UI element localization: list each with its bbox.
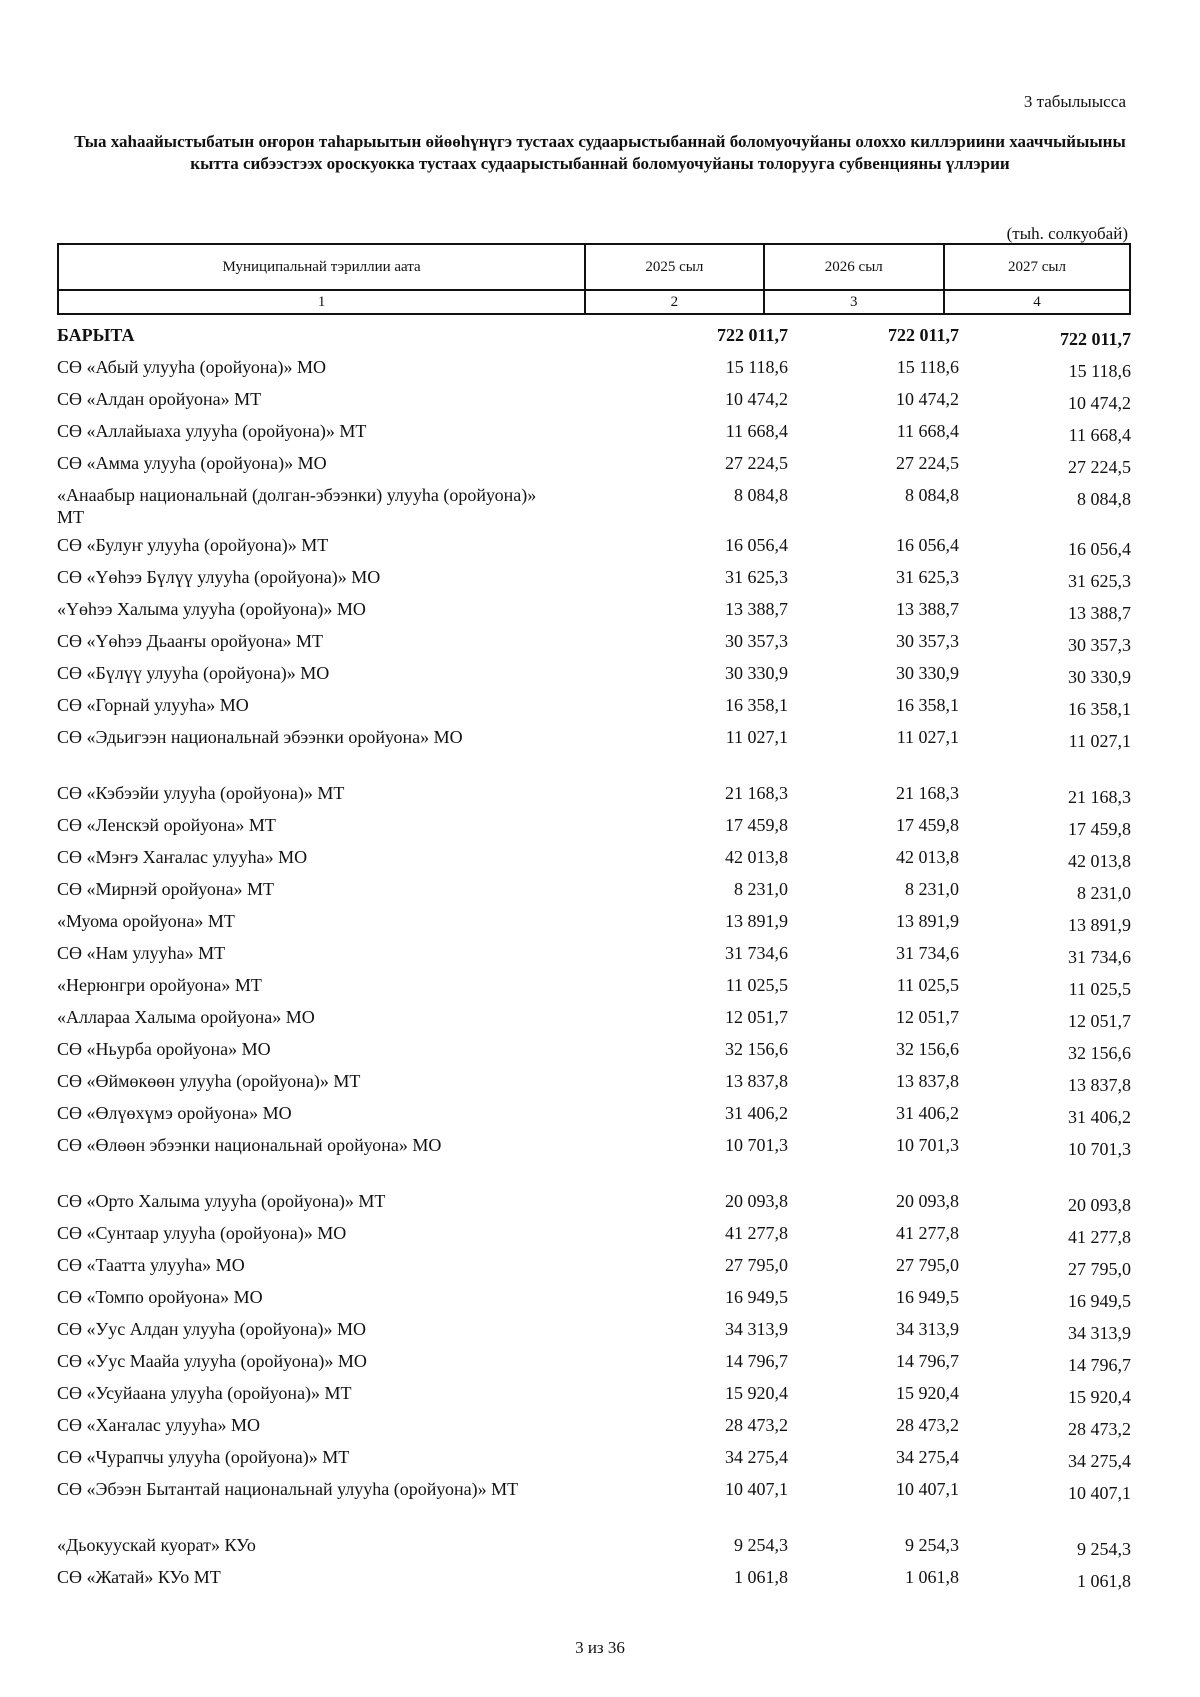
value-2026: 16 358,1 (896, 695, 960, 715)
value-2025: 34 313,9 (725, 1319, 789, 1339)
value-2026: 13 388,7 (896, 599, 960, 619)
value-2025: 11 668,4 (725, 421, 789, 441)
municipality-name: «Муома оройуона» МТ (57, 911, 235, 931)
value-2026: 11 027,1 (896, 727, 960, 747)
value-2026: 11 668,4 (896, 421, 960, 441)
value-2027: 16 056,4 (1068, 539, 1131, 559)
value-2025: 9 254,3 (734, 1535, 789, 1555)
value-2027: 42 013,8 (1068, 851, 1131, 871)
municipality-name: СӨ «Томпо оройуона» МО (57, 1287, 263, 1307)
value-2026: 41 277,8 (896, 1223, 960, 1243)
municipality-name: СӨ «Абый улууһа (оройуона)» МО (57, 357, 326, 377)
value-2027: 34 313,9 (1068, 1323, 1131, 1343)
total-row (57, 324, 1131, 356)
value-2025: 10 407,1 (725, 1479, 789, 1499)
column-number: 1 (58, 290, 585, 314)
municipality-name: СӨ «Эдьигээн национальнай эбээнки оройуона» МО (57, 727, 463, 747)
municipality-name: СӨ «Өймөкөөн улууһа (оройуона)» МТ (57, 1071, 361, 1091)
value-2027: 10 701,3 (1068, 1139, 1131, 1159)
header-name: Муниципальнай тэриллии аата (58, 244, 585, 290)
municipality-name: СӨ «Эбээн Бытантай национальнай улууһа (оройуона)» МТ (57, 1479, 519, 1499)
page-number: 3 из 36 (575, 1638, 625, 1657)
value-2026: 34 313,9 (896, 1319, 960, 1339)
value-2025: 13 388,7 (725, 599, 789, 619)
value-2026: 28 473,2 (896, 1415, 960, 1435)
table-row (57, 1038, 1131, 1070)
value-2025: 31 734,6 (725, 943, 789, 963)
unit-note: (тыһ. солкуобай) (1006, 224, 1128, 243)
value-2026: 42 013,8 (896, 847, 960, 867)
value-2026: 16 056,4 (896, 535, 960, 555)
value-2026: 13 891,9 (896, 911, 960, 931)
municipality-name: СӨ «Өлүөхүмэ оройуона» МО (57, 1103, 292, 1123)
appendix-label: 3 табылыысса (1023, 92, 1126, 111)
table-row (57, 782, 1131, 814)
value-2027: 1 061,8 (1077, 1571, 1131, 1591)
municipality-name: «Аллараа Халыма оройуона» МО (57, 1007, 315, 1027)
value-2025: 15 118,6 (725, 357, 789, 377)
municipality-name: СӨ «Өлөөн эбээнки национальнай оройуона» МО (57, 1135, 442, 1155)
value-2027: 15 920,4 (1068, 1387, 1131, 1407)
table-row (57, 1286, 1131, 1318)
value-2026: 1 061,8 (905, 1567, 960, 1587)
municipality-name: СӨ «Уус Маайа улууһа (оройуона)» МО (57, 1351, 367, 1371)
value-2026: 31 734,6 (896, 943, 960, 963)
value-2025: 10 701,3 (725, 1135, 789, 1155)
value-2026: 9 254,3 (905, 1535, 960, 1555)
municipality-name: СӨ «Мэҥэ Хаҥалас улууһа» МО (57, 847, 308, 867)
table-row (57, 630, 1131, 662)
header-row (58, 244, 1130, 290)
table-row (57, 1446, 1131, 1478)
value-2025: 16 949,5 (725, 1287, 789, 1307)
table-row (57, 1350, 1131, 1382)
value-2025: 14 796,7 (725, 1351, 789, 1371)
header-2027: 2027 сыл (944, 244, 1130, 290)
municipality-name: СӨ «Аллайыаха улууһа (оройуона)» МТ (57, 421, 367, 441)
value-2027: 10 407,1 (1068, 1483, 1131, 1503)
value-2027: 13 837,8 (1068, 1075, 1131, 1095)
value-2025: 13 891,9 (725, 911, 789, 931)
municipality-name: СӨ «Таатта улууһа» МО (57, 1255, 245, 1275)
table-row (57, 598, 1131, 630)
value-2027: 31 406,2 (1068, 1107, 1131, 1127)
table-row (57, 1566, 1131, 1598)
value-2026: 8 084,8 (905, 485, 960, 505)
table-row (57, 452, 1131, 484)
value-2027: 21 168,3 (1068, 787, 1131, 807)
value-2026: 10 474,2 (896, 389, 960, 409)
municipality-name: СӨ «Сунтаар улууһа (оройуона)» МО (57, 1223, 347, 1243)
value-2025: 12 051,7 (725, 1007, 789, 1027)
value-2025: 31 406,2 (725, 1103, 789, 1123)
value-2027: 13 891,9 (1068, 915, 1131, 935)
table-row (57, 1134, 1131, 1166)
value-2025: 41 277,8 (725, 1223, 789, 1243)
table-row (57, 1382, 1131, 1414)
total-2025: 722 011,7 (717, 325, 789, 345)
value-2027: 11 668,4 (1068, 425, 1131, 445)
table-row (57, 910, 1131, 942)
table-body (57, 324, 1131, 1598)
municipality-name: СӨ «Бүлүү улууһа (оройуона)» МО (57, 663, 330, 683)
value-2027: 34 275,4 (1068, 1451, 1131, 1471)
column-number-row (58, 290, 1130, 314)
value-2027: 14 796,7 (1068, 1355, 1131, 1375)
table-row (57, 1006, 1131, 1038)
table-row (57, 1414, 1131, 1446)
municipality-name: СӨ «Чурапчы улууһа (оройуона)» МТ (57, 1447, 350, 1467)
municipality-name: СӨ «Мирнэй оройуона» МТ (57, 879, 274, 899)
value-2025: 34 275,4 (725, 1447, 789, 1467)
value-2027: 17 459,8 (1068, 819, 1131, 839)
table-row (57, 974, 1131, 1006)
value-2027: 30 357,3 (1068, 635, 1131, 655)
municipality-name: СӨ «Үөһээ Бүлүү улууһа (оройуона)» МО (57, 567, 381, 587)
value-2027: 27 795,0 (1068, 1259, 1131, 1279)
municipality-name: СӨ «Горнай улууһа» МО (57, 695, 249, 715)
value-2027: 30 330,9 (1068, 667, 1131, 687)
column-number: 4 (944, 290, 1130, 314)
table-row (57, 1478, 1131, 1510)
table-header (57, 243, 1131, 315)
value-2026: 30 330,9 (896, 663, 960, 683)
table-row (57, 942, 1131, 974)
value-2027: 15 118,6 (1068, 361, 1131, 381)
value-2025: 8 231,0 (734, 879, 789, 899)
value-2025: 31 625,3 (725, 567, 789, 587)
value-2027: 27 224,5 (1068, 457, 1131, 477)
value-2026: 8 231,0 (905, 879, 960, 899)
value-2025: 15 920,4 (725, 1383, 789, 1403)
value-2027: 20 093,8 (1068, 1195, 1131, 1215)
value-2027: 16 949,5 (1068, 1291, 1131, 1311)
value-2025: 10 474,2 (725, 389, 789, 409)
value-2026: 27 795,0 (896, 1255, 960, 1275)
value-2025: 32 156,6 (725, 1039, 789, 1059)
value-2025: 11 025,5 (725, 975, 789, 995)
municipality-name: СӨ «Ленскэй оройуона» МТ (57, 815, 276, 835)
value-2026: 31 406,2 (896, 1103, 960, 1123)
table-row (57, 566, 1131, 598)
table-row (57, 846, 1131, 878)
municipality-name: «Нерюнгри оройуона» МТ (57, 975, 262, 995)
total-label: БАРЫТА (57, 325, 135, 345)
value-2025: 17 459,8 (725, 815, 789, 835)
column-number: 3 (764, 290, 944, 314)
value-2025: 42 013,8 (725, 847, 789, 867)
value-2026: 27 224,5 (896, 453, 960, 473)
table-row (57, 814, 1131, 846)
value-2027: 41 277,8 (1068, 1227, 1131, 1247)
value-2025: 13 837,8 (725, 1071, 789, 1091)
municipality-name: «Үөһээ Халыма улууһа (оройуона)» МО (57, 599, 366, 619)
municipality-name: СӨ «Булуҥ улууһа (оройуона)» МТ (57, 535, 329, 555)
municipality-name: СӨ «Амма улууһа (оройуона)» МО (57, 453, 327, 473)
value-2027: 8 084,8 (1077, 489, 1131, 509)
table-row (57, 1254, 1131, 1286)
municipality-name: СӨ «Үөһээ Дьааҥы оройуона» МТ (57, 631, 324, 651)
table-row (57, 694, 1131, 726)
value-2025: 20 093,8 (725, 1191, 789, 1211)
document-title: Тыа хаһаайыстыбатын оҥорон таһарыытын өйөөһүнүгэ тустаах судаарыстыбаннай боломуочуйаны олоххо киллэриини хааччыйыыны кытта сибээстээх ороскуокка тустаах судаарыстыбаннай боломуочуйаны толоруугa субвенцияны үллэрии (74, 132, 1126, 173)
value-2025: 1 061,8 (734, 1567, 789, 1587)
value-2027: 11 025,5 (1068, 979, 1131, 999)
value-2027: 31 734,6 (1068, 947, 1131, 967)
value-2026: 16 949,5 (896, 1287, 960, 1307)
header-2026: 2026 сыл (764, 244, 944, 290)
column-number: 2 (585, 290, 763, 314)
value-2026: 10 407,1 (896, 1479, 960, 1499)
municipality-name: СӨ «Нам улууһа» МТ (57, 943, 226, 963)
municipality-name: СӨ «Ньурба оройуона» МО (57, 1039, 271, 1059)
municipality-name: СӨ «Хаҥалас улууһа» МО (57, 1415, 261, 1435)
header-2025: 2025 сыл (585, 244, 763, 290)
value-2026: 31 625,3 (896, 567, 960, 587)
municipality-name: СӨ «Усуйаана улууһа (оройуона)» МТ (57, 1383, 352, 1403)
value-2025: 30 330,9 (725, 663, 789, 683)
value-2025: 21 168,3 (725, 783, 789, 803)
table-row (57, 1534, 1131, 1566)
table-row (57, 1102, 1131, 1134)
total-2026: 722 011,7 (888, 325, 960, 345)
municipality-name: СӨ «Алдан оройуона» МТ (57, 389, 262, 409)
value-2027: 9 254,3 (1077, 1539, 1131, 1559)
value-2025: 11 027,1 (725, 727, 789, 747)
value-2026: 15 920,4 (896, 1383, 960, 1403)
municipality-name: «Анаабыр национальнай (долган-эбээнки) улууһа (оройуона)» МТ (57, 485, 537, 527)
value-2026: 12 051,7 (896, 1007, 960, 1027)
municipality-name: СӨ «Кэбээйи улууһа (оройуона)» МТ (57, 783, 345, 803)
value-2027: 11 027,1 (1068, 731, 1131, 751)
table-row (57, 356, 1131, 388)
table-row (57, 534, 1131, 566)
value-2027: 32 156,6 (1068, 1043, 1131, 1063)
municipality-name: СӨ «Орто Халыма улууһа (оройуона)» МТ (57, 1191, 386, 1211)
table-row (57, 1222, 1131, 1254)
total-2027: 722 011,7 (1059, 329, 1131, 349)
value-2027: 31 625,3 (1068, 571, 1131, 591)
value-2025: 27 795,0 (725, 1255, 789, 1275)
value-2026: 17 459,8 (896, 815, 960, 835)
table-row (57, 726, 1131, 758)
value-2027: 8 231,0 (1077, 883, 1131, 903)
table-row (57, 878, 1131, 910)
value-2027: 16 358,1 (1068, 699, 1131, 719)
table-row (57, 1070, 1131, 1102)
row-list (57, 356, 1131, 1598)
value-2026: 32 156,6 (896, 1039, 960, 1059)
value-2026: 13 837,8 (896, 1071, 960, 1091)
value-2025: 28 473,2 (725, 1415, 789, 1435)
table-row (57, 420, 1131, 452)
value-2026: 20 093,8 (896, 1191, 960, 1211)
table-row (57, 388, 1131, 420)
value-2025: 27 224,5 (725, 453, 789, 473)
table-row (57, 1190, 1131, 1222)
value-2026: 10 701,3 (896, 1135, 960, 1155)
municipality-name: СӨ «Уус Алдан улууһа (оройуона)» МО (57, 1319, 366, 1339)
value-2027: 28 473,2 (1068, 1419, 1131, 1439)
value-2025: 30 357,3 (725, 631, 789, 651)
municipality-name: СӨ «Жатай» КУо МТ (57, 1567, 221, 1587)
table-row (57, 1318, 1131, 1350)
value-2025: 16 358,1 (725, 695, 789, 715)
value-2027: 10 474,2 (1068, 393, 1131, 413)
value-2026: 34 275,4 (896, 1447, 960, 1467)
municipality-name: «Дьокуускай куорат» КУо (57, 1535, 256, 1555)
value-2027: 13 388,7 (1068, 603, 1131, 623)
value-2027: 12 051,7 (1068, 1011, 1131, 1031)
table-row (57, 662, 1131, 694)
table-row (57, 484, 1131, 534)
value-2025: 16 056,4 (725, 535, 789, 555)
value-2026: 11 025,5 (896, 975, 960, 995)
value-2025: 8 084,8 (734, 485, 789, 505)
value-2026: 14 796,7 (896, 1351, 960, 1371)
value-2026: 30 357,3 (896, 631, 960, 651)
value-2026: 21 168,3 (896, 783, 960, 803)
value-2026: 15 118,6 (896, 357, 960, 377)
